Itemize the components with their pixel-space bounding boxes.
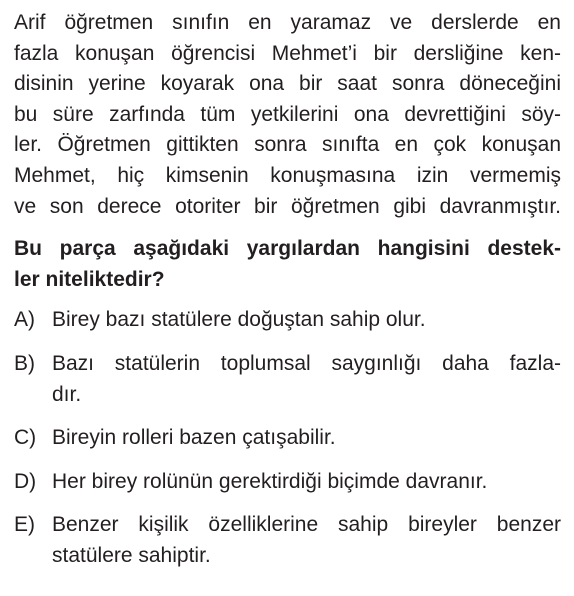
option-letter: B) (14, 351, 35, 375)
passage-line: Arif öğretmen sınıfın en yaramaz ve derslerde en (14, 11, 561, 34)
option-line: statülere sahiptir. (52, 543, 211, 567)
option-line: Birey bazı statülere doğuştan sahip olur. (52, 308, 426, 332)
question-line: ler niteliktedir? (14, 267, 165, 291)
question-page (14, 8, 561, 585)
passage-line: fazla konuşan öğrencisi Mehmet’i bir dersliğine ken- (14, 41, 561, 65)
passage-text (14, 8, 561, 222)
option-letter: E) (14, 513, 35, 537)
option-line: dır. (52, 382, 82, 406)
option-line: Bireyin rolleri bazen çatışabilir. (52, 426, 336, 450)
option-d[interactable] (14, 467, 561, 498)
option-letter: C) (14, 426, 37, 450)
option-text (52, 305, 561, 336)
option-line: Bazı statülerin toplumsal saygınlığı daha fazla- (52, 351, 561, 375)
passage-line: ve son derece otoriter bir öğretmen gibi davranmıştır. (14, 194, 561, 218)
option-line: Benzer kişilik özelliklerine sahip bireyler benzer (52, 513, 561, 537)
answer-options (14, 305, 561, 571)
passage-line: disinin yerine koyarak ona bir saat sonra döneceğini (14, 72, 561, 96)
option-text (52, 349, 561, 410)
option-b[interactable] (14, 349, 561, 410)
option-text (52, 423, 561, 454)
passage-line: Mehmet, hiç kimsenin konuşmasına izin vermemiş (14, 163, 561, 187)
passage-line: ler. Öğretmen gittikten sonra sınıfta en çok konuşan (14, 133, 561, 157)
option-line: Her birey rolünün gerektirdiği biçimde davranır. (52, 469, 488, 493)
question-line: Bu parça aşağıdaki yargılardan hangisini destek- (14, 237, 561, 261)
option-text (52, 467, 561, 498)
option-text (52, 510, 561, 571)
option-letter: A) (14, 308, 35, 332)
option-c[interactable] (14, 423, 561, 454)
option-letter: D) (14, 469, 37, 493)
question-stem (14, 234, 561, 295)
option-e[interactable] (14, 510, 561, 571)
passage-line: bu süre zarfında tüm yetkilerini ona devrettiğini söy- (14, 102, 561, 126)
option-a[interactable] (14, 305, 561, 336)
